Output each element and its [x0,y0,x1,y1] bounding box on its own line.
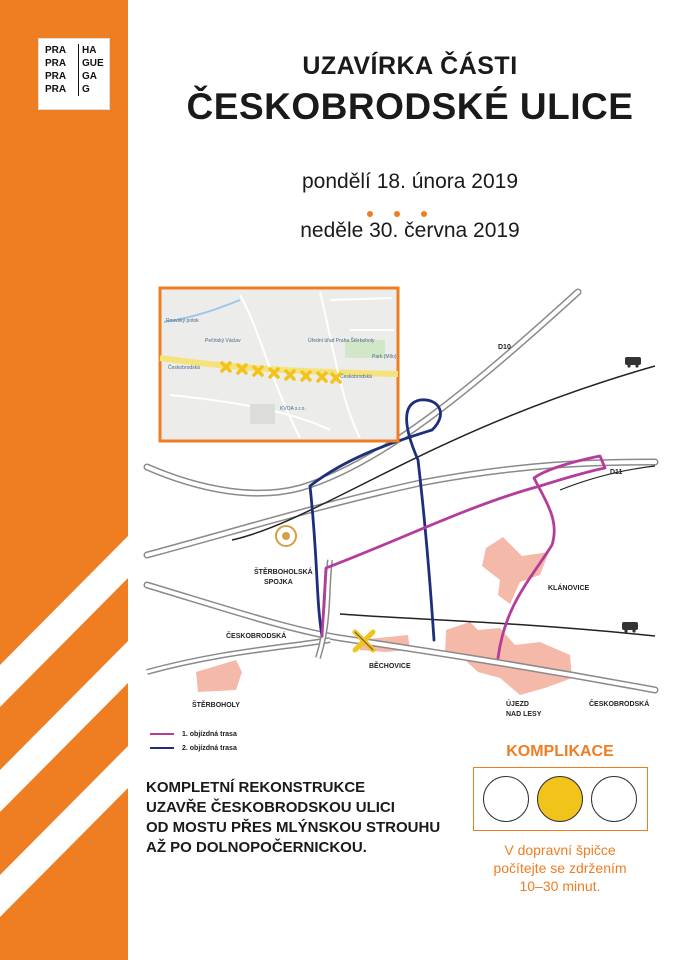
inset-label-e: Českobrodská [168,365,200,371]
inset-label-c: Úřední úřad Praha Štěrboholy [308,338,375,344]
label-bechovice: BĚCHOVICE [369,663,411,670]
legend-item-route-2: 2. objízdná trasa [150,741,237,755]
label-sterboholy: ŠTĚRBOHOLY [192,702,240,709]
title-line-1: UZAVÍRKA ČÁSTI [302,52,518,80]
inset-label-d: Park (Mílo) [372,354,397,360]
traffic-light-1 [483,776,529,822]
road-d11 [147,462,655,555]
label-ceskobrodska-right: ČESKOBRODSKÁ [589,701,650,708]
traffic-light-box [473,767,648,831]
label-d10: D10 [498,344,511,351]
area-klanovice [482,537,549,604]
title-line-2: ČESKOBRODSKÉ ULICE [186,86,634,127]
train-icon [622,622,638,633]
area-sterboholy [196,660,242,692]
legend-item-route-1: 1. objízdná trasa [150,727,237,741]
label-spojka-1: ŠTĚRBOHOLSKÁ [254,569,313,576]
info-text: KOMPLETNÍ REKONSTRUKCE UZAVŘE ČESKOBRODSKOU ULICI OD MOSTU PŘES MLÝNSKOU STROUHU AŽ PO DOLNOPOČERNICKOU. [146,779,441,856]
inset-label-f: Českobrodská [340,374,372,380]
delay-note: V dopravní špičce počítejte se zdržením 10–30 minut. [493,842,627,894]
map-legend [150,727,237,755]
traffic-light-2 [537,776,583,822]
start-date: pondělí 18. února 2019 [301,170,519,193]
label-ceskobrodska-left: ČESKOBRODSKÁ [226,633,287,640]
end-date: neděle 30. června 2019 [300,219,520,242]
komplikace-title: KOMPLIKACE [470,743,650,761]
inset-label-a: Rouvský potok [166,318,199,324]
train-icon [625,357,641,368]
prague-logo: PRA HA PRA GUE PRA GA PRA G [38,38,110,110]
label-d11: D11 [610,469,623,476]
traffic-light-3 [591,776,637,822]
label-ujezd-2: NAD LESY [506,711,542,718]
seal-icon [276,526,296,546]
label-klanovice: KLÁNOVICE [548,585,590,592]
label-spojka-2: SPOJKA [264,579,293,586]
inset-label-b: Pečrtský Václav [205,338,241,344]
inset-map [160,288,398,441]
label-ujezd-1: ÚJEZD [506,701,529,708]
inset-label-g: KVOA s.r.o. [280,406,306,412]
